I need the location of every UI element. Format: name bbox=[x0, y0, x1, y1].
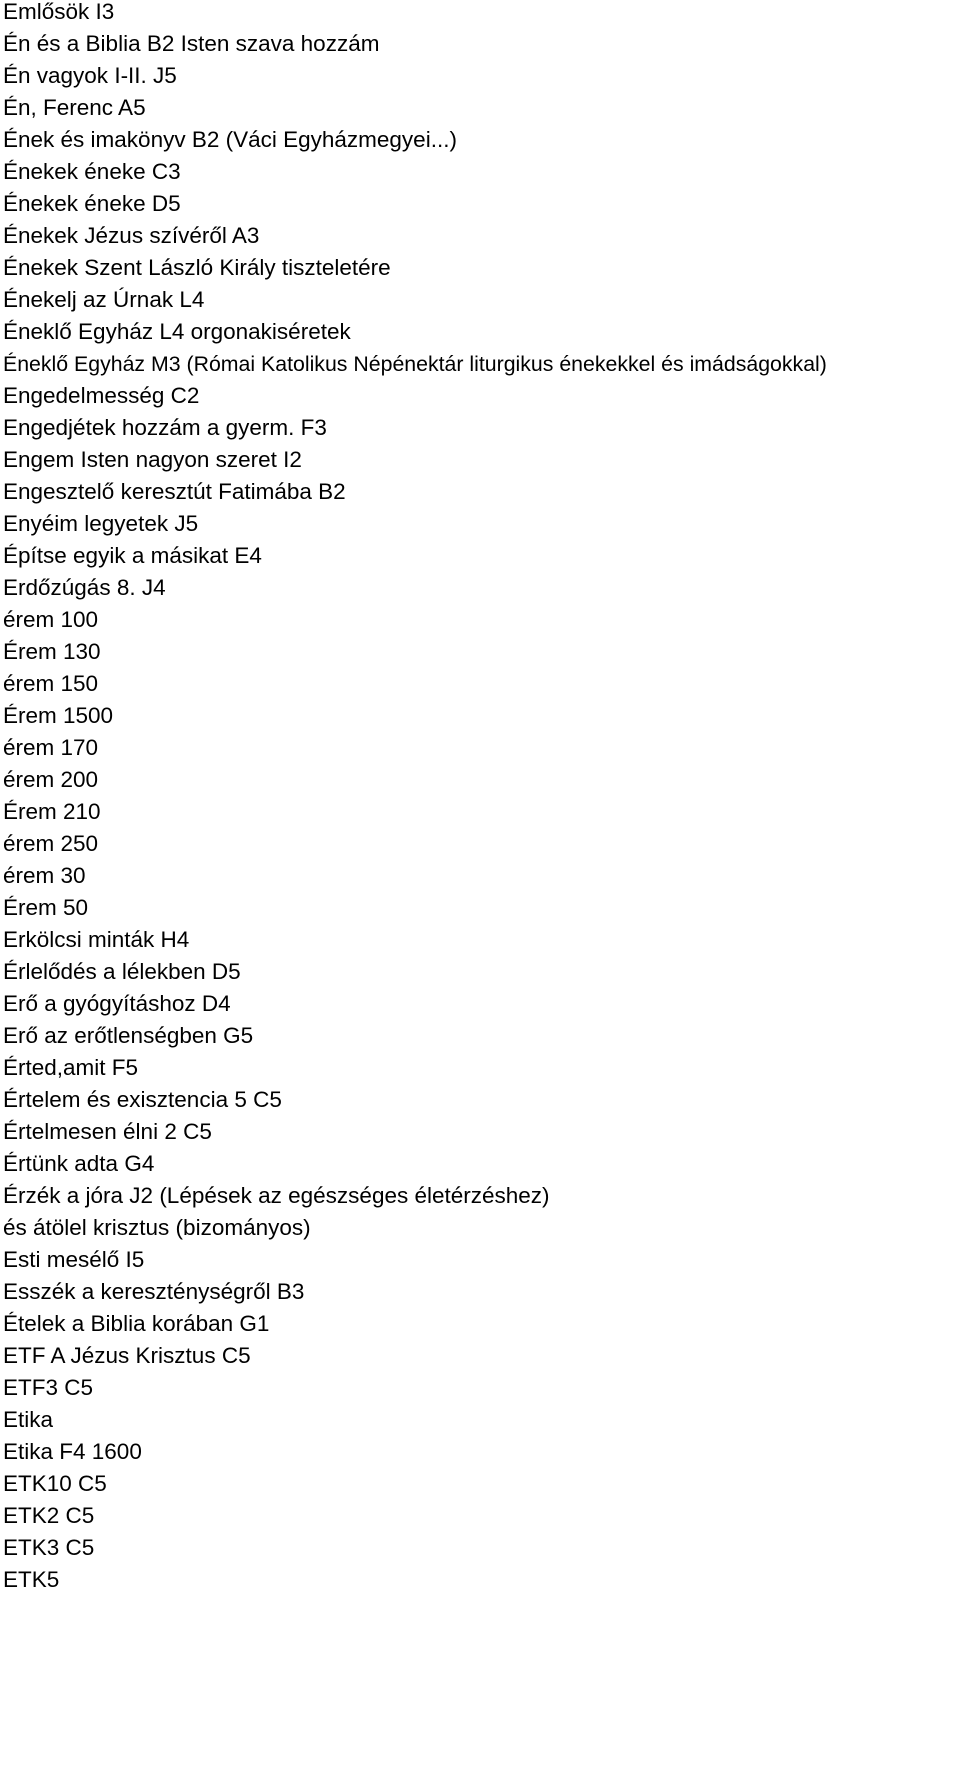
list-item: Érem 50 bbox=[3, 895, 89, 920]
list-item: Érzék a jóra J2 (Lépések az egészséges életérzéshez) bbox=[3, 1183, 550, 1208]
list-item: Éneklő Egyház M3 (Római Katolikus Népénektár liturgikus énekekkel és imádságokkal) bbox=[3, 352, 827, 376]
list-item: érem 250 bbox=[3, 831, 99, 856]
list-item: Engesztelő keresztút Fatimába B2 bbox=[3, 479, 346, 504]
list-item: Énekelj az Úrnak L4 bbox=[3, 287, 205, 312]
list-item: Én vagyok I-II. J5 bbox=[3, 63, 177, 88]
list-item: ETK2 C5 bbox=[3, 1503, 95, 1528]
list-item: Érem 130 bbox=[3, 639, 101, 664]
list-item: Esszék a kereszténységről B3 bbox=[3, 1279, 305, 1304]
list-item: ETK3 C5 bbox=[3, 1535, 95, 1560]
list-item: Éneklő Egyház L4 orgonakiséretek bbox=[3, 319, 351, 344]
list-item: Erő a gyógyításhoz D4 bbox=[3, 991, 231, 1016]
list-item: Érlelődés a lélekben D5 bbox=[3, 959, 241, 984]
list-item: Erkölcsi minták H4 bbox=[3, 927, 190, 952]
list-item: Ének és imakönyv B2 (Váci Egyházmegyei...) bbox=[3, 127, 457, 152]
list-item: ETK5 bbox=[3, 1567, 60, 1592]
list-item: Érem 1500 bbox=[3, 703, 114, 728]
list-item: Érted,amit F5 bbox=[3, 1055, 139, 1080]
list-item: Értelmesen élni 2 C5 bbox=[3, 1119, 212, 1144]
list-item: és átölel krisztus (bizományos) bbox=[3, 1215, 311, 1240]
list-item: Énekek éneke C3 bbox=[3, 159, 181, 184]
list-item: Emlősök I3 bbox=[3, 0, 115, 24]
list-item: Énekek Jézus szívéről A3 bbox=[3, 223, 260, 248]
list-item: Etika bbox=[3, 1407, 54, 1432]
list-item: Énekek Szent László Király tiszteletére bbox=[3, 255, 391, 280]
list-item: Építse egyik a másikat E4 bbox=[3, 543, 262, 568]
list-item: Értünk adta G4 bbox=[3, 1151, 155, 1176]
list-item: Érem 210 bbox=[3, 799, 101, 824]
list-item: Engem Isten nagyon szeret I2 bbox=[3, 447, 302, 472]
list-item: Ételek a Biblia korában G1 bbox=[3, 1311, 270, 1336]
list-item: Engedelmesség C2 bbox=[3, 383, 200, 408]
list-item: Énekek éneke D5 bbox=[3, 191, 181, 216]
list-item: Engedjétek hozzám a gyerm. F3 bbox=[3, 415, 327, 440]
list-item: Erő az erőtlenségben G5 bbox=[3, 1023, 254, 1048]
list-item: érem 150 bbox=[3, 671, 99, 696]
list-item: Én, Ferenc A5 bbox=[3, 95, 146, 120]
list-item: érem 100 bbox=[3, 607, 99, 632]
list-item: Erdőzúgás 8. J4 bbox=[3, 575, 166, 600]
list-item: Enyéim legyetek J5 bbox=[3, 511, 199, 536]
list-item: Etika F4 1600 bbox=[3, 1439, 142, 1464]
list-item: ETF A Jézus Krisztus C5 bbox=[3, 1343, 251, 1368]
list-item: Én és a Biblia B2 Isten szava hozzám bbox=[3, 31, 380, 56]
list-item: érem 170 bbox=[3, 735, 99, 760]
list-item: Értelem és exisztencia 5 C5 bbox=[3, 1087, 282, 1112]
list-item: érem 30 bbox=[3, 863, 86, 888]
list-item: Esti mesélő I5 bbox=[3, 1247, 145, 1272]
list-item: ETK10 C5 bbox=[3, 1471, 107, 1496]
list-item: ETF3 C5 bbox=[3, 1375, 94, 1400]
list-item: érem 200 bbox=[3, 767, 99, 792]
